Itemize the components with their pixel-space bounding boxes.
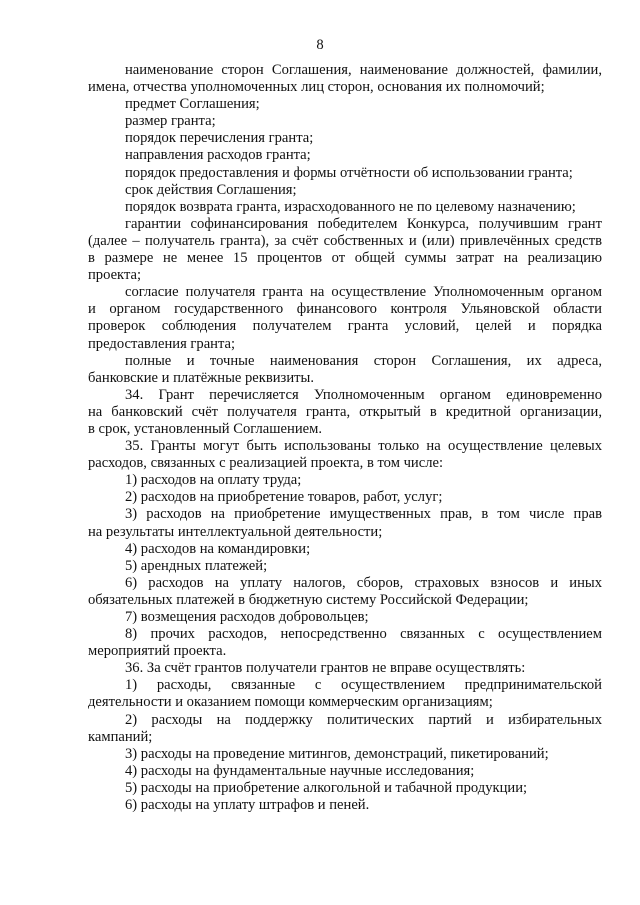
text-line: (далее – получатель гранта), за счёт собственных и (или) привлечённых средств (88, 232, 602, 249)
text-line: срок действия Соглашения; (125, 181, 297, 198)
text-line: имена, отчества уполномоченных лиц сторон, основания их полномочий; (88, 79, 545, 96)
text-line: в срок, установленный Соглашением. (88, 420, 322, 437)
body-text (88, 62, 602, 814)
text-line: на результаты интеллектуальной деятельности; (88, 523, 383, 540)
text-line: 4) расходы на фундаментальные научные исследования; (125, 762, 475, 779)
text-line: порядок предоставления и формы отчётности об использовании гранта; (125, 164, 573, 181)
text-line: 3) расходы на проведение митингов, демонстраций, пикетирований; (125, 745, 549, 762)
text-line: 1) расходов на оплату труда; (125, 472, 302, 489)
text-line: и органом государственного финансового контроля Ульяновской области (88, 301, 602, 318)
text-line: направления расходов гранта; (125, 147, 311, 164)
text-line: 36. За счёт грантов получатели грантов не вправе осуществлять: (125, 660, 526, 677)
text-line: на банковский счёт получателя гранта, открытый в кредитной организации, (88, 403, 602, 420)
page-number: 8 (316, 37, 324, 53)
text-line: 1) расходы, связанные с осуществлением предпринимательской (125, 677, 602, 694)
text-line: предоставления гранта; (88, 335, 236, 352)
text-line: 34. Грант перечисляется Уполномоченным органом единовременно (125, 386, 602, 403)
text-line: 7) возмещения расходов добровольцев; (125, 609, 369, 625)
text-line: предмет Соглашения; (125, 96, 260, 113)
text-line: 6) расходы на уплату штрафов и пеней. (125, 797, 370, 814)
text-line: размер гранта; (125, 113, 216, 130)
text-line: кампаний; (88, 728, 153, 745)
text-line: 2) расходов на приобретение товаров, работ, услуг; (125, 489, 443, 506)
text-line: 3) расходов на приобретение имущественных прав, в том числе прав (125, 506, 602, 523)
text-line: мероприятий проекта. (88, 643, 227, 660)
text-line: 4) расходов на командировки; (125, 540, 311, 557)
text-line: в размере не менее 15 процентов от общей суммы затрат на реализацию (88, 250, 602, 267)
text-line: 2) расходы на поддержку политических партий и избирательных (125, 711, 602, 728)
text-line: 35. Гранты могут быть использованы только на осуществление целевых (125, 438, 602, 455)
text-line: 8) прочих расходов, непосредственно связанных с осуществлением (125, 626, 602, 643)
text-line: проекта; (88, 267, 142, 284)
text-line: 6) расходов на уплату налогов, сборов, страховых взносов и иных (125, 574, 602, 591)
text-line: наименование сторон Соглашения, наименование должностей, фамилии, (125, 62, 602, 78)
text-line: деятельности и оказанием помощи коммерческим организациям; (88, 694, 493, 711)
text-line: обязательных платежей в бюджетную систему Российской Федерации; (88, 591, 529, 608)
text-line: расходов, связанных с реализацией проекта, в том числе: (88, 455, 444, 472)
text-line: проверок соблюдения получателем гранта условий, целей и порядка (88, 318, 602, 335)
text-line: 5) арендных платежей; (125, 557, 268, 574)
text-line: согласие получателя гранта на осуществление Уполномоченным органом (125, 284, 602, 301)
text-line: гарантии софинансирования победителем Конкурса, получившим грант (125, 215, 602, 232)
text-line: полные и точные наименования сторон Соглашения, их адреса, (125, 352, 602, 369)
text-line: порядок перечисления гранта; (125, 130, 314, 147)
text-line: 5) расходы на приобретение алкогольной и табачной продукции; (125, 779, 528, 796)
text-line: порядок возврата гранта, израсходованного не по целевому назначению; (125, 198, 576, 215)
text-line: банковские и платёжные реквизиты. (88, 369, 314, 386)
